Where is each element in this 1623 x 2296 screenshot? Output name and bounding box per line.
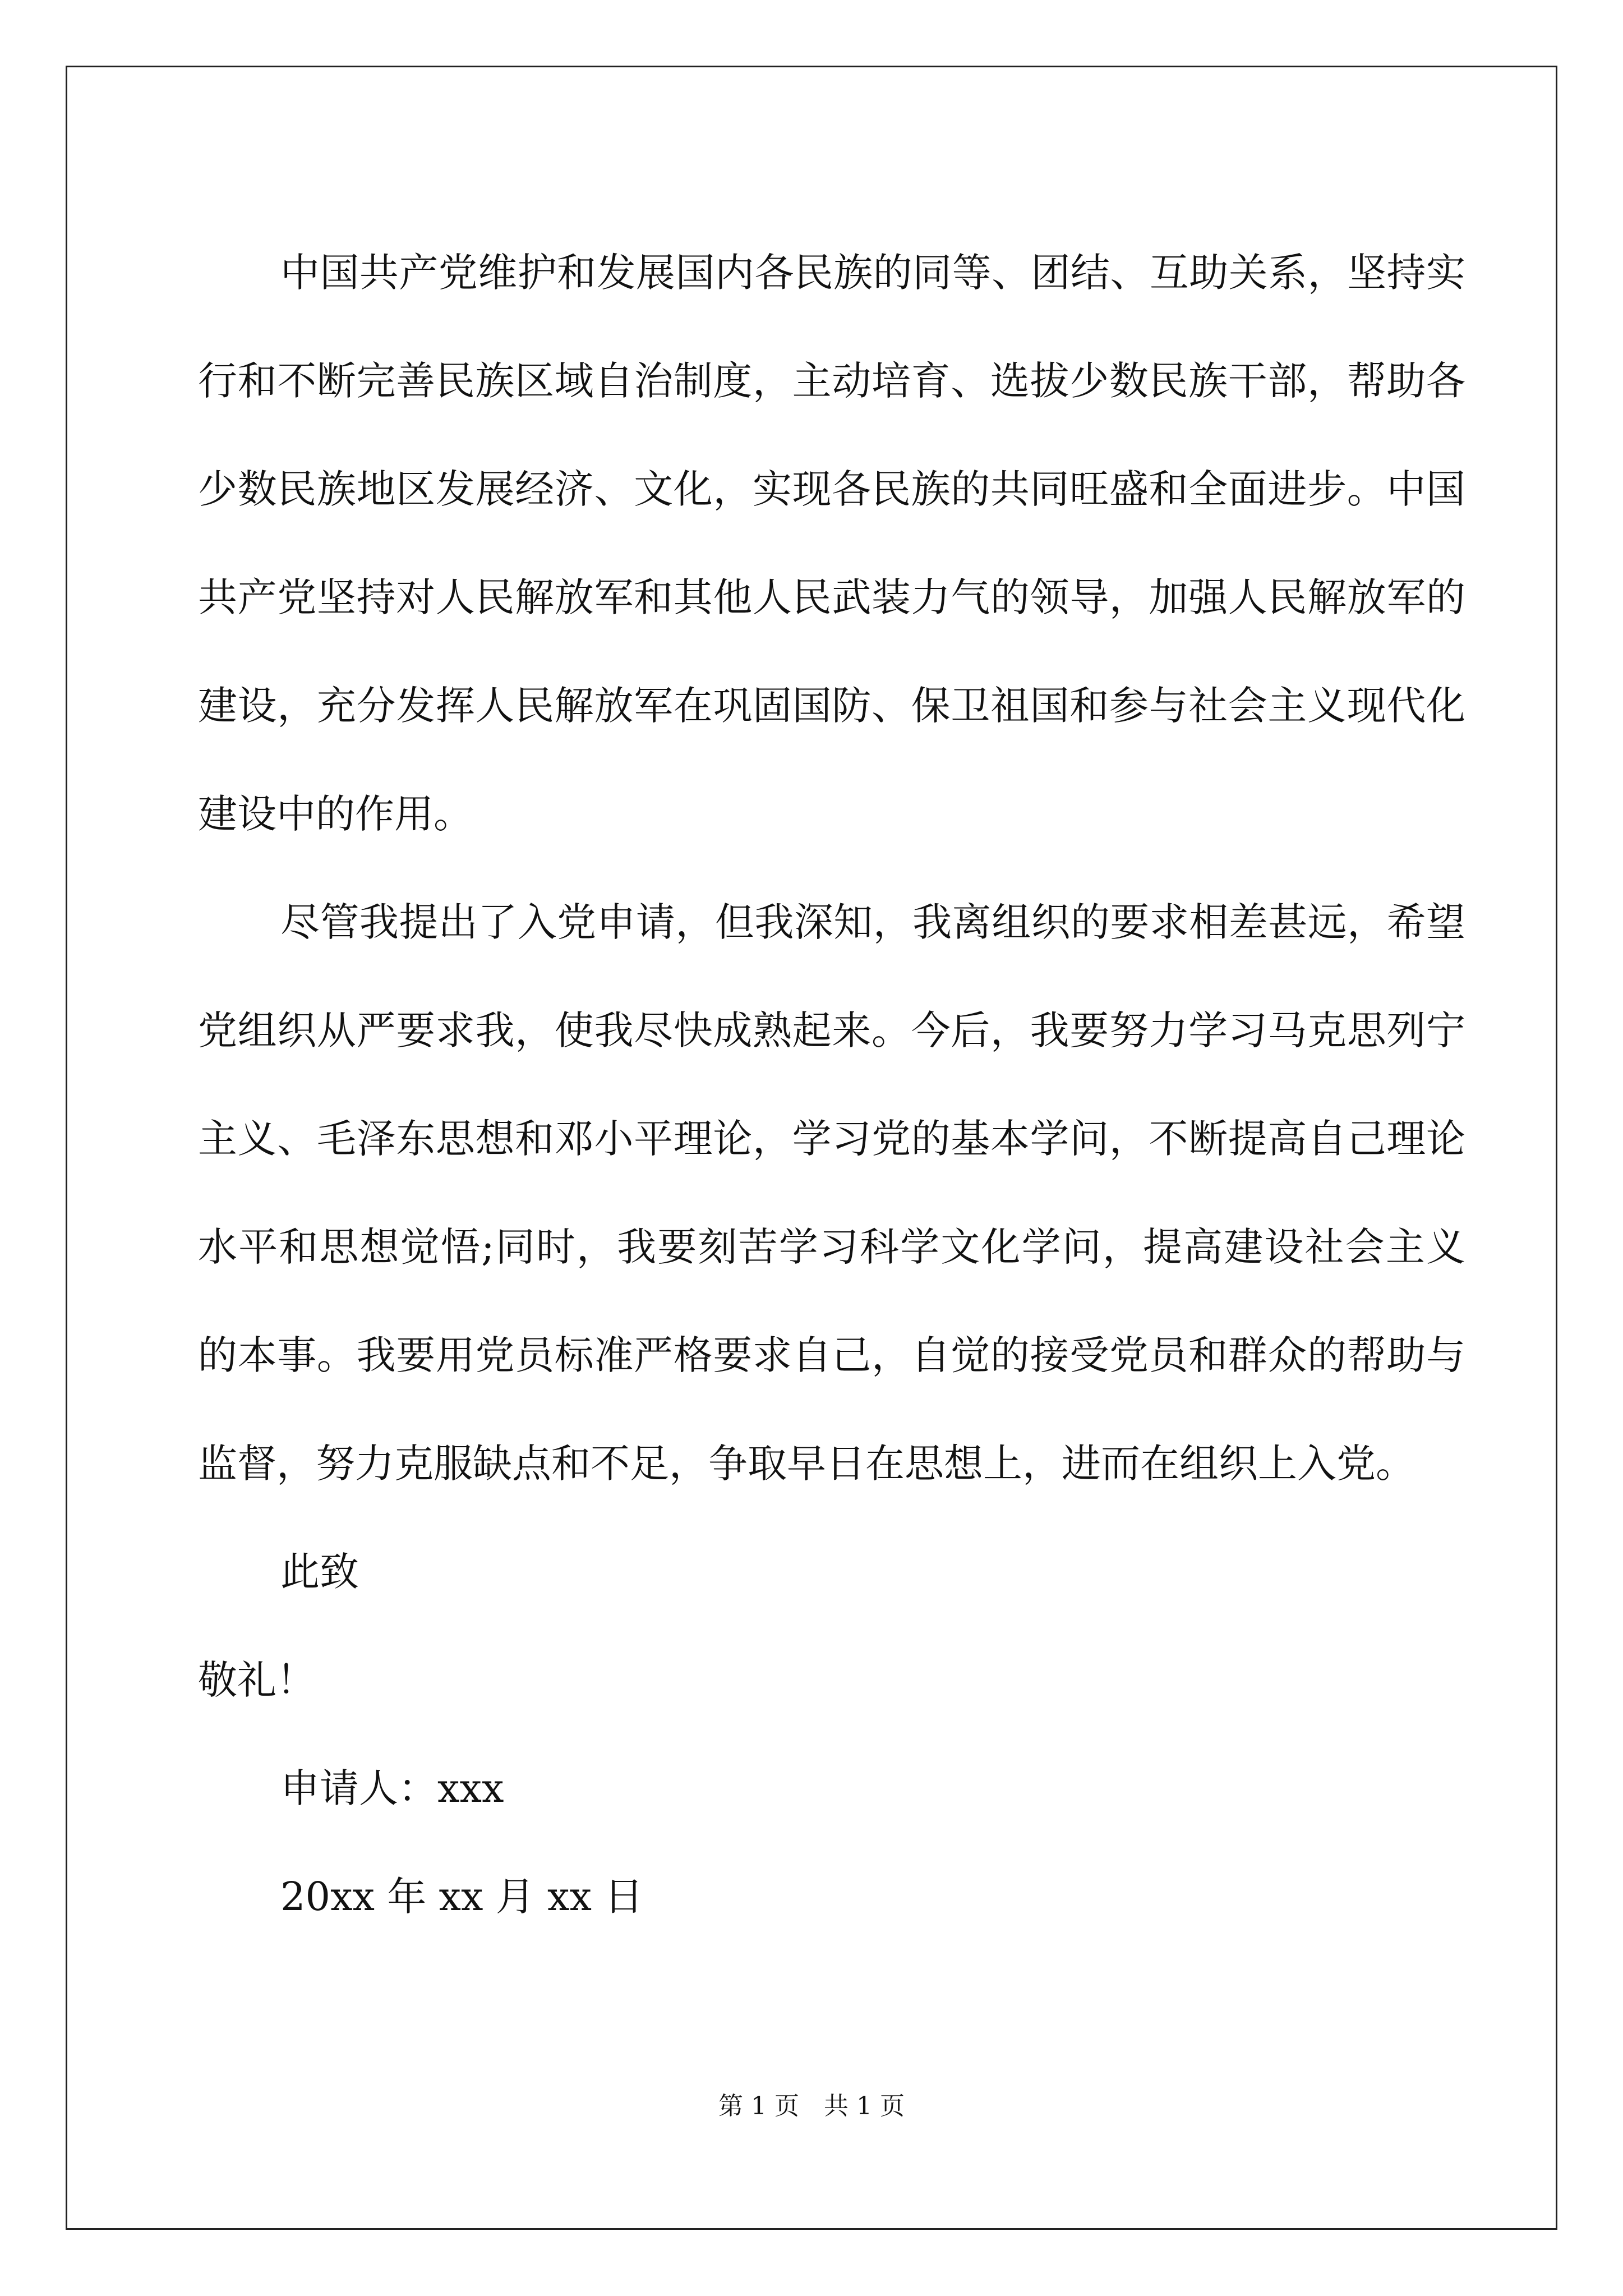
applicant-signature: 申请人：xxx	[280, 1765, 504, 1811]
paragraph-1: 中国共产党维护和发展国内各民族的同等、团结、互助关系，坚持实行和不断完善民族区域自治制度，主动培育、选拔少数民族干部，帮助各少数民族地区发展经济、文化，实现各民族的共同旺盛和全面进步。中国共产党坚持对人民解放军和其他人民武装力气的领导，加强人民解放军的建设，充分发挥人民解放军在巩固国防、保卫祖国和参与社会主义现代化建设中的作用。	[198, 250, 1465, 837]
paragraph-2: 尽管我提出了入党申请，但我深知，我离组织的要求相差甚远，希望党组织从严要求我，使我尽快成熟起来。今后，我要努力学习马克思列宁主义、毛泽东思想和邓小平理论，学习党的基本学问，不断提高自己理论水平和思想觉悟;同时，我要刻苦学习科学文化学问，提高建设社会主义的本事。我要用党员标准严格要求自己，自觉的接受党员和群众的帮助与监督，努力克服缺点和不足，争取早日在思想上，进而在组织上入党。	[198, 899, 1465, 1487]
page-number-footer: 第 1 页 共 1 页	[718, 2092, 905, 2120]
salute-text: 敬礼！	[198, 1657, 316, 1703]
letter-date: 20xx 年 xx 月 xx 日	[280, 1874, 644, 1920]
closing-text: 此致	[280, 1549, 359, 1595]
letter-body	[198, 219, 1465, 1951]
